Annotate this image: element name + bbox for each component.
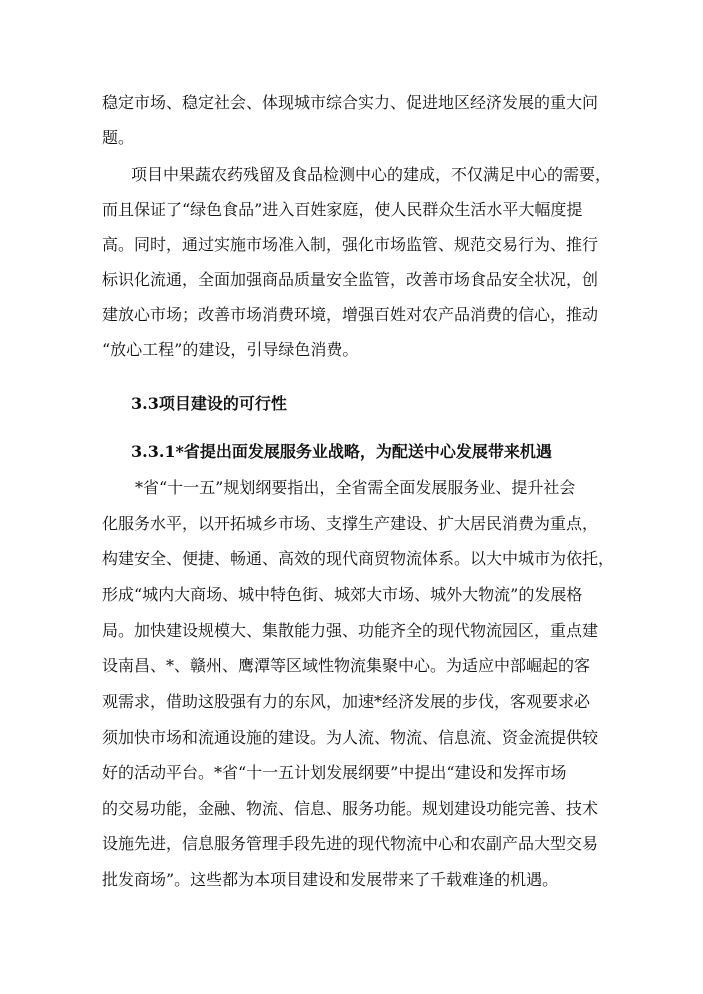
text-line: 批发商场”。这些都为本项目建设和发展带来了千载难逢的机遇。	[102, 870, 559, 889]
subsection-heading: 3.3.1*省提出面发展服务业战略，为配送中心发展带来机遇	[131, 442, 552, 461]
text-line: 设南昌、*、赣州、鹰潭等区域性物流集聚中心。为适应中部崛起的客	[102, 656, 591, 675]
text-line: 而且保证了“绿色食品”进入百姓家庭，使人民群众生活水平大幅度提	[102, 200, 583, 219]
text-line: 局。加快建设规模大、集散能力强、功能齐全的现代物流园区，重点建	[102, 621, 599, 640]
text-line: 设施先进，信息服务管理手段先进的现代物流中心和农副产品大型交易	[102, 834, 599, 853]
text-line: 形成“城内大商场、城中特色街、城郊大市场、城外大物流”的发展格	[102, 585, 583, 604]
text-line: 高。同时，通过实施市场准入制，强化市场监管、规范交易行为、推行	[102, 235, 599, 254]
text-line: 建放心市场；改善市场消费环境，增强百姓对农产品消费的信心，推动	[102, 305, 599, 324]
text-line: 须加快市场和流通设施的建设。为人流、物流、信息流、资金流提供较	[102, 728, 599, 747]
text-line: 构建安全、便捷、畅通、高效的现代商贸物流体系。以大中城市为依托，	[102, 549, 615, 568]
text-line: 标识化流通，全面加强商品质量安全监管，改善市场食品安全状况，创	[102, 270, 599, 289]
text-line: 稳定市场、稳定社会、体现城市综合实力、促进地区经济发展的重大问	[102, 93, 599, 112]
text-line: 题。	[102, 128, 135, 147]
section-heading: 3.3项目建设的可行性	[131, 394, 287, 413]
text-line: 化服务水平，以开拓城乡市场、支撑生产建设、扩大居民消费为重点，	[102, 514, 599, 533]
text-line: 项目中果蔬农药残留及食品检测中心的建成，不仅满足中心的需要，	[131, 165, 612, 184]
text-line: 的交易功能，金融、物流、信息、服务功能。规划建设功能完善、技术	[102, 799, 599, 818]
text-line: 观需求，借助这股强有力的东风，加速*经济发展的步伐，客观要求必	[102, 692, 591, 711]
text-line: “放心工程”的建设，引导绿色消费。	[102, 340, 359, 359]
text-line: *省“十一五”规划纲要指出，全省需全面发展服务业、提升社会	[135, 478, 576, 497]
text-line: 好的活动平台。*省“十一五计划发展纲要”中提出“建设和发挥市场	[102, 763, 567, 782]
